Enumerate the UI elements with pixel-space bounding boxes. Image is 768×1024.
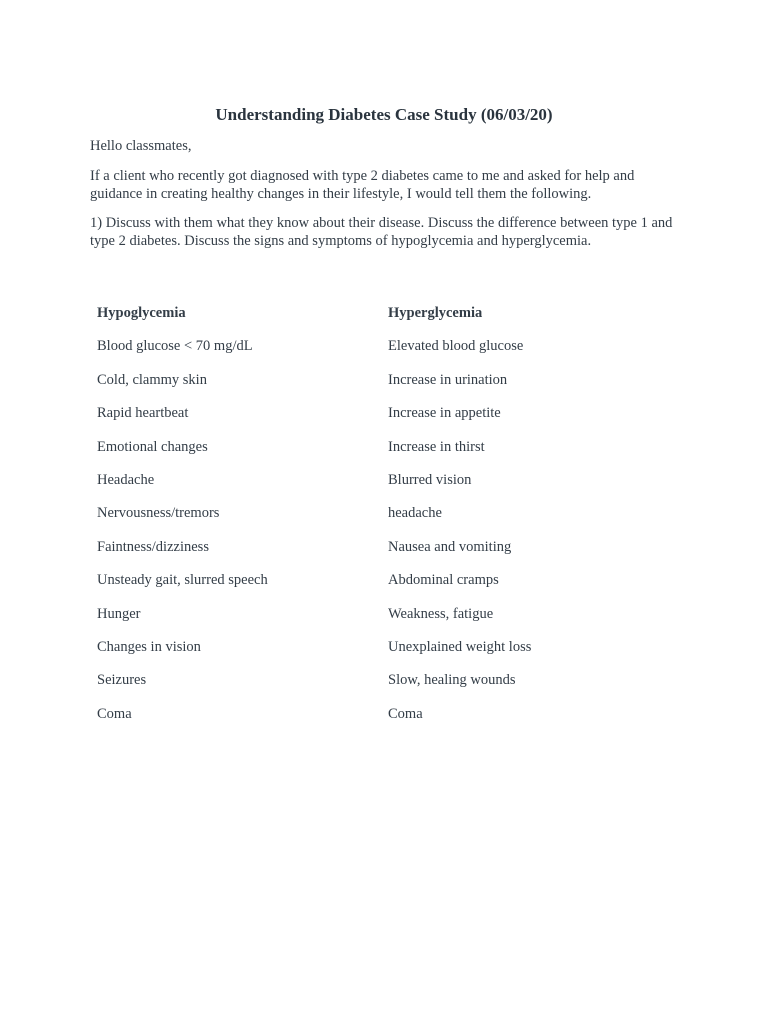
table-row <box>97 403 657 436</box>
hyperglycemia-cell: Increase in urination <box>388 371 508 388</box>
document-title: Understanding Diabetes Case Study (06/03/20) <box>215 105 553 124</box>
table-row <box>97 336 657 369</box>
table-row <box>97 503 657 536</box>
hyperglycemia-cell: Abdominal cramps <box>388 572 499 589</box>
hyperglycemia-cell: Increase in appetite <box>388 405 501 422</box>
hyperglycemia-cell: Elevated blood glucose <box>388 338 524 355</box>
hyperglycemia-cell: Blurred vision <box>388 471 472 488</box>
table-row <box>97 637 657 670</box>
hyperglycemia-cell: Coma <box>388 705 423 722</box>
table-body <box>97 336 657 737</box>
hypoglycemia-cell: Coma <box>97 705 132 722</box>
intro-paragraph: If a client who recently got diagnosed with type 2 diabetes came to me and asked for help and guidance in creating healthy changes in their lifestyle, I would tell them the following. <box>90 168 635 202</box>
greeting-paragraph: Hello classmates, <box>90 138 192 154</box>
hypoglycemia-cell: Unsteady gait, slurred speech <box>97 572 268 589</box>
table-header-row <box>97 303 657 336</box>
point-1-paragraph: 1) Discuss with them what they know about their disease. Discuss the difference between type 1 and type 2 diabetes. Discuss the signs and symptoms of hypoglycemia and hyperglycemia. <box>90 215 673 249</box>
header-hypoglycemia: Hypoglycemia <box>97 305 186 321</box>
hyperglycemia-cell: Increase in thirst <box>388 438 485 455</box>
header-hyperglycemia: Hyperglycemia <box>388 305 483 321</box>
hyperglycemia-cell: Weakness, fatigue <box>388 605 494 622</box>
table-row <box>97 570 657 603</box>
symptoms-table <box>97 303 657 737</box>
table-row <box>97 437 657 470</box>
hypoglycemia-cell: Cold, clammy skin <box>97 371 207 388</box>
hypoglycemia-cell: Hunger <box>97 605 141 622</box>
hypoglycemia-cell: Nervousness/tremors <box>97 505 220 522</box>
table-row <box>97 604 657 637</box>
hypoglycemia-cell: Emotional changes <box>97 438 208 455</box>
hyperglycemia-cell: Nausea and vomiting <box>388 538 512 555</box>
hyperglycemia-cell: headache <box>388 505 442 522</box>
hypoglycemia-cell: Seizures <box>97 672 147 689</box>
table-row <box>97 370 657 403</box>
hypoglycemia-cell: Blood glucose < 70 mg/dL <box>97 338 253 355</box>
hypoglycemia-cell: Headache <box>97 471 155 488</box>
table-row <box>97 704 657 737</box>
hypoglycemia-cell: Changes in vision <box>97 638 201 655</box>
hypoglycemia-cell: Rapid heartbeat <box>97 405 189 422</box>
table-row <box>97 470 657 503</box>
hyperglycemia-cell: Unexplained weight loss <box>388 638 532 655</box>
table-row <box>97 537 657 570</box>
table-row <box>97 670 657 703</box>
hypoglycemia-cell: Faintness/dizziness <box>97 538 209 555</box>
hyperglycemia-cell: Slow, healing wounds <box>388 672 516 689</box>
